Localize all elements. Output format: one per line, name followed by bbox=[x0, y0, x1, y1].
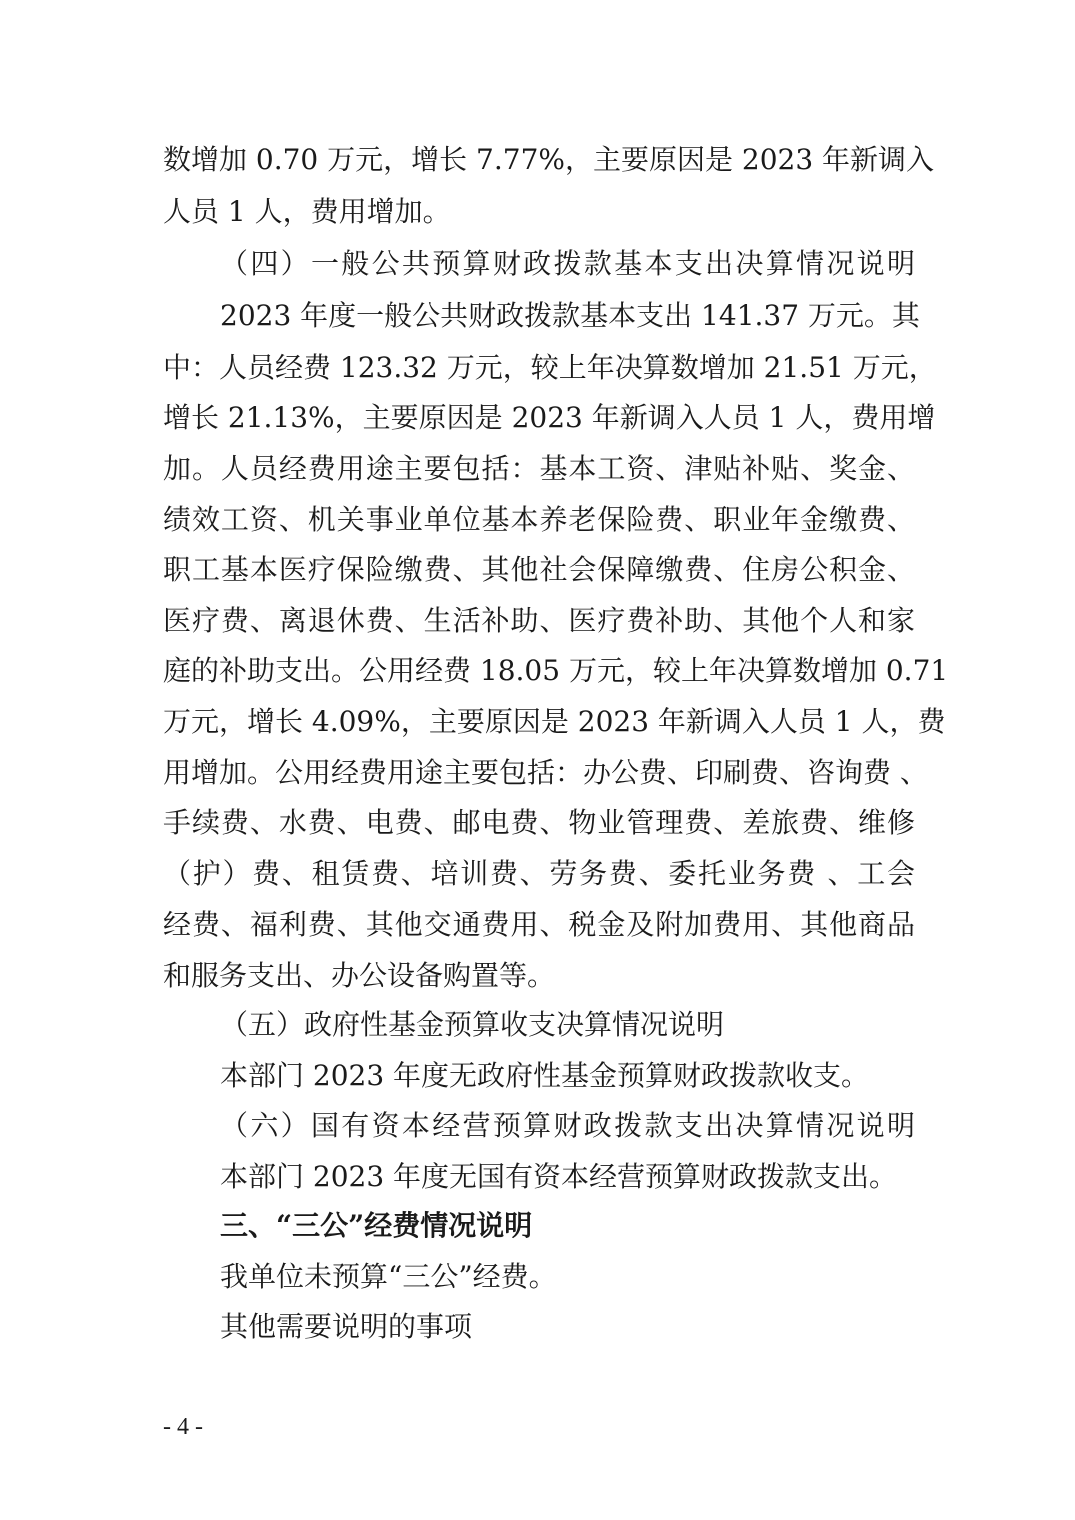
paragraph-line: 本部门 2023 年度无政府性基金预算财政拨款收支。 bbox=[220, 1059, 870, 1092]
paragraph-line: 2023 年度一般公共财政拨款基本支出 141.37 万元。其 bbox=[220, 299, 920, 332]
paragraph-line: 医疗费、离退休费、生活补助、医疗费补助、其他个人和家 bbox=[163, 604, 915, 637]
paragraph-line: 和服务支出、办公设备购置等。 bbox=[163, 959, 556, 992]
section-heading-6: （六）国有资本经营预算财政拨款支出决算情况说明 bbox=[220, 1109, 915, 1142]
page-number: - 4 - bbox=[163, 1414, 203, 1440]
paragraph-line: 本部门 2023 年度无国有资本经营预算财政拨款支出。 bbox=[220, 1160, 898, 1193]
paragraph-line: 人员 1 人，费用增加。 bbox=[163, 195, 451, 228]
paragraph-line: 我单位未预算“三公”经费。 bbox=[220, 1260, 557, 1293]
paragraph-line: 数增加 0.70 万元，增长 7.77%，主要原因是 2023 年新调入 bbox=[163, 143, 935, 176]
paragraph-line: 用增加。公用经费用途主要包括：办公费、印刷费、咨询费 、 bbox=[163, 756, 928, 789]
paragraph-line: 绩效工资、机关事业单位基本养老保险费、职业年金缴费、 bbox=[163, 503, 915, 536]
paragraph-line: 其他需要说明的事项 bbox=[220, 1310, 473, 1343]
paragraph-line: （护）费、租赁费、培训费、劳务费、委托业务费 、工会 bbox=[163, 857, 915, 890]
section-heading-5: （五）政府性基金预算收支决算情况说明 bbox=[220, 1008, 725, 1041]
paragraph-line: 经费、福利费、其他交通费用、税金及附加费用、其他商品 bbox=[163, 908, 915, 941]
paragraph-line: 庭的补助支出。公用经费 18.05 万元，较上年决算数增加 0.71 bbox=[163, 654, 949, 687]
paragraph-line: 万元，增长 4.09%，主要原因是 2023 年新调入人员 1 人，费 bbox=[163, 705, 946, 738]
paragraph-line: 加。人员经费用途主要包括：基本工资、津贴补贴、奖金、 bbox=[163, 452, 915, 485]
paragraph-line: 手续费、水费、电费、邮电费、物业管理费、差旅费、维修 bbox=[163, 806, 915, 839]
paragraph-line: 增长 21.13%，主要原因是 2023 年新调入人员 1 人，费用增 bbox=[163, 401, 936, 434]
section-heading-4: （四）一般公共预算财政拨款基本支出决算情况说明 bbox=[220, 247, 915, 280]
paragraph-line: 中：人员经费 123.32 万元，较上年决算数增加 21.51 万元， bbox=[163, 351, 937, 384]
section-heading-three: 三、“三公”经费情况说明 bbox=[220, 1209, 533, 1242]
paragraph-line: 职工基本医疗保险缴费、其他社会保障缴费、住房公积金、 bbox=[163, 553, 915, 586]
